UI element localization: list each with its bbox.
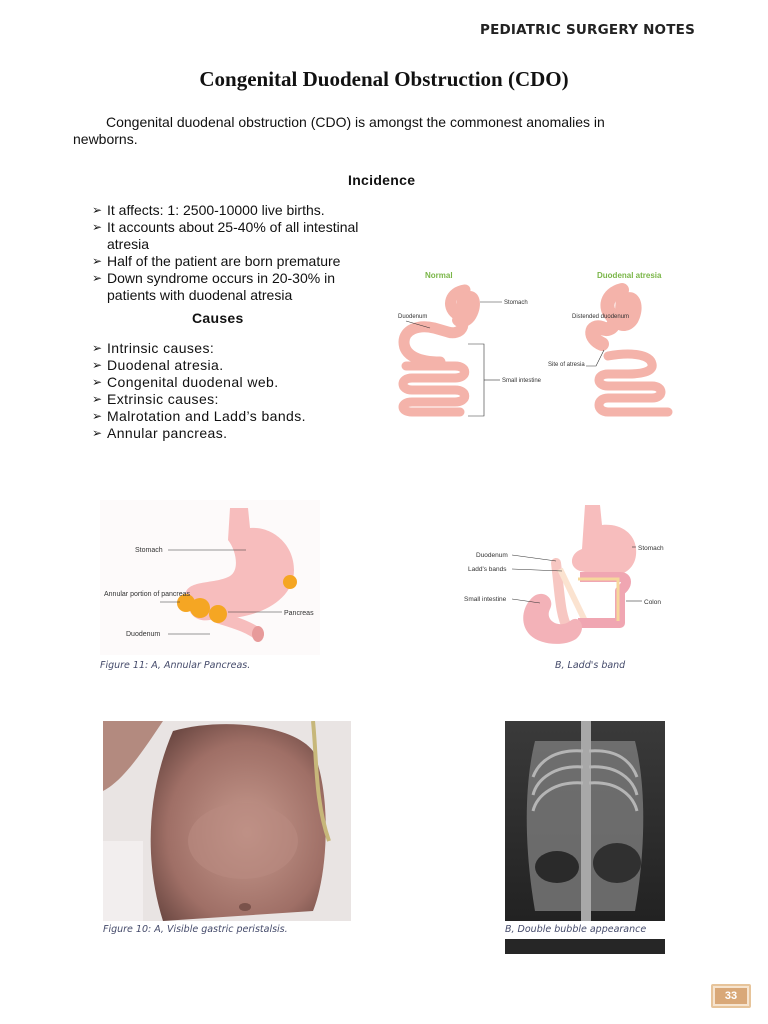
pancreas-lobe bbox=[190, 598, 210, 618]
label-distended-duodenum: Distended duodenum bbox=[572, 314, 630, 320]
peristaltic-wave-shape bbox=[188, 803, 298, 879]
incidence-list bbox=[92, 202, 382, 304]
list-item: ➢ Intrinsic causes: bbox=[92, 340, 215, 356]
caption-fig10b: B, Double bubble appearance bbox=[505, 924, 647, 935]
list-item: ➢ Congenital duodenal web. bbox=[92, 374, 279, 390]
arrow-bullet-icon: ➢ bbox=[92, 409, 103, 423]
label-small-intestine: Small intestine bbox=[464, 596, 507, 603]
arrow-bullet-icon: ➢ bbox=[92, 271, 103, 285]
normal-title: Normal bbox=[425, 271, 453, 280]
causes-heading: Causes bbox=[192, 310, 244, 326]
list-item: ➢ Duodenal atresia. bbox=[92, 357, 224, 373]
label-duodenum: Duodenum bbox=[476, 552, 508, 559]
label-ladds-bands: Ladd's bands bbox=[468, 566, 507, 573]
caption-fig11a: Figure 11: A, Annular Pancreas. bbox=[100, 660, 251, 671]
caption-fig10a: Figure 10: A, Visible gastric peristalsis. bbox=[103, 924, 288, 935]
arrow-bullet-icon: ➢ bbox=[92, 392, 103, 406]
list-item: ➢ Malrotation and Ladd’s bands. bbox=[92, 408, 306, 424]
list-item: ➢ Half of the patient are born premature bbox=[92, 253, 341, 269]
normal-small-intestine-shape bbox=[403, 366, 465, 412]
page-number-badge: 33 bbox=[711, 984, 751, 1008]
arrow-bullet-icon: ➢ bbox=[92, 375, 103, 389]
umbilicus-shape bbox=[239, 903, 251, 911]
arrow-bullet-icon: ➢ bbox=[92, 220, 103, 234]
ladds-band-diagram bbox=[460, 505, 675, 650]
list-item: ➢ Extrinsic causes: bbox=[92, 391, 219, 407]
list-item: ➢ It affects: 1: 2500-10000 live births. bbox=[92, 202, 325, 218]
pancreas-lobe bbox=[209, 605, 227, 623]
incidence-heading: Incidence bbox=[348, 172, 416, 188]
list-item: ➢ Down syndrome occurs in 20-30% in patients with duodenal atresia bbox=[92, 270, 335, 303]
arrow-bullet-icon: ➢ bbox=[92, 203, 103, 217]
list-item: ➢ It accounts about 25-40% of all intestinal atresia bbox=[92, 219, 359, 252]
label-site-of-atresia: Site of atresia bbox=[548, 362, 585, 368]
atresia-title: Duodenal atresia bbox=[597, 271, 662, 280]
atresia-diagram bbox=[390, 266, 690, 426]
label-stomach: Stomach bbox=[504, 300, 528, 306]
label-small-intestine: Small intestine bbox=[502, 378, 542, 384]
label-pancreas: Pancreas bbox=[284, 610, 314, 617]
intro-paragraph: Congenital duodenal obstruction (CDO) is amongst the commonest anomalies in newborns. bbox=[73, 114, 605, 147]
page-title: Congenital Duodenal Obstruction (CDO) bbox=[199, 67, 569, 91]
xray-strip bbox=[505, 939, 665, 954]
arrow-bullet-icon: ➢ bbox=[92, 426, 103, 440]
caption-fig11b: B, Ladd's band bbox=[555, 660, 626, 671]
causes-list bbox=[92, 340, 352, 442]
gastric-bubble-shape bbox=[593, 843, 641, 883]
label-annular-portion: Annular portion of pancreas bbox=[104, 591, 190, 598]
gastric-peristalsis-photo bbox=[103, 721, 351, 921]
label-stomach: Stomach bbox=[638, 545, 664, 552]
running-header: PEDIATRIC SURGERY NOTES bbox=[479, 22, 695, 38]
label-duodenum: Duodenum bbox=[398, 314, 428, 320]
list-item: ➢ Annular pancreas. bbox=[92, 425, 228, 441]
label-duodenum: Duodenum bbox=[126, 631, 161, 638]
arrow-bullet-icon: ➢ bbox=[92, 358, 103, 372]
arrow-bullet-icon: ➢ bbox=[92, 341, 103, 355]
label-colon: Colon bbox=[644, 599, 661, 606]
normal-duodenum-shape bbox=[404, 290, 465, 362]
double-bubble-xray bbox=[505, 721, 665, 921]
arrow-bullet-icon: ➢ bbox=[92, 254, 103, 268]
pancreas-lobe bbox=[283, 575, 297, 589]
label-stomach: Stomach bbox=[135, 547, 163, 554]
atresia-stomach-shape bbox=[614, 292, 642, 331]
atresia-small-intestine-shape bbox=[599, 354, 668, 412]
duodenal-bubble-shape bbox=[535, 851, 579, 883]
annular-pancreas-diagram bbox=[100, 500, 320, 655]
stomach-shape bbox=[572, 505, 636, 576]
